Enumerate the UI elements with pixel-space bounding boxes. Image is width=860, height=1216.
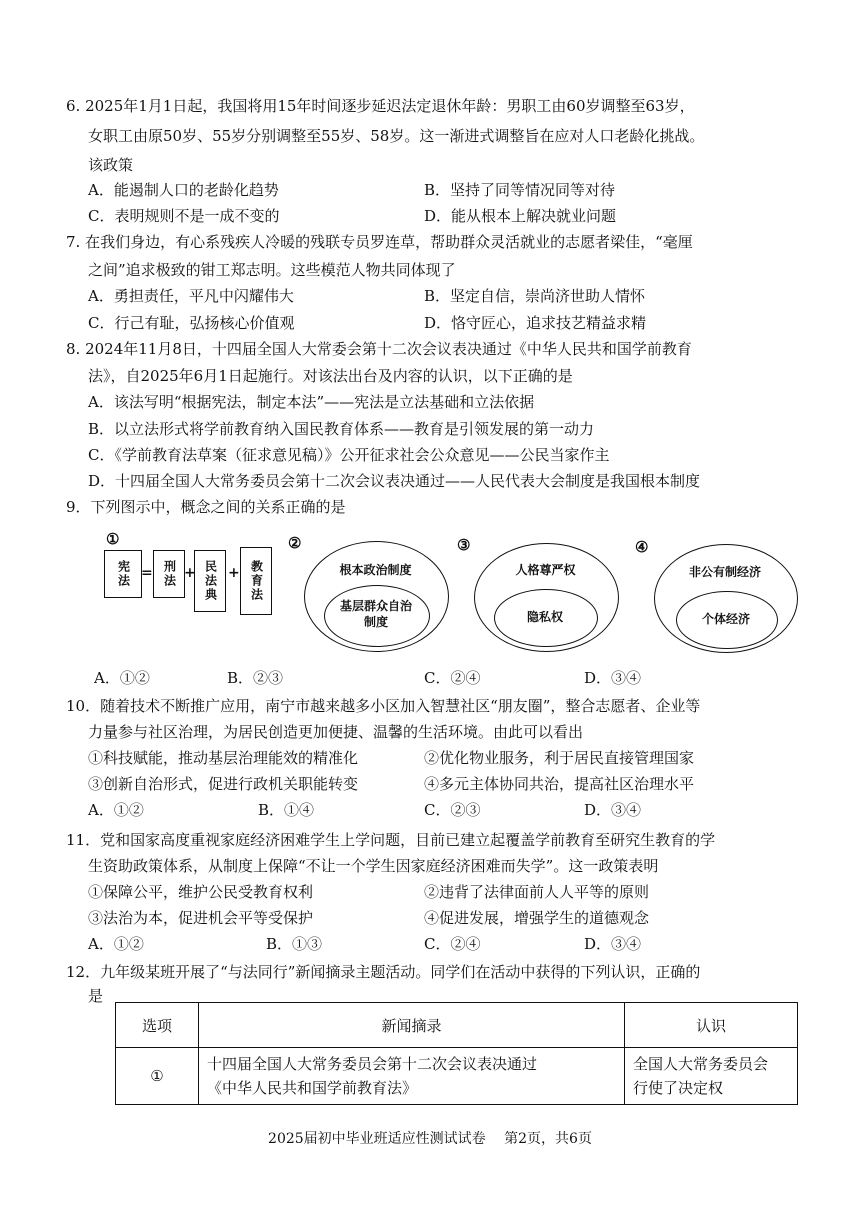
q9-stem: 9．下列图示中，概念之间的关系正确的是 <box>66 498 346 516</box>
header-option: 选项 <box>116 1003 199 1048</box>
q6-stem-line1: 6. 2025年1月1日起，我国将用15年时间逐步延迟法定退休年龄：男职工由60岁调整至63岁， <box>66 97 695 115</box>
diagram3-number: ③ <box>457 536 471 554</box>
row1-view <box>625 1048 798 1105</box>
diagram4-outer-label: 非公有制经济 <box>688 565 761 579</box>
q6-stem-line3: 该政策 <box>88 156 134 174</box>
diagram2-outer-label: 根本政治制度 <box>339 563 412 577</box>
news-table <box>115 1002 798 1105</box>
diagram1-number: ① <box>106 530 120 548</box>
diagram2-number: ② <box>288 534 302 552</box>
diagram2-inner-label: 基层群众自治制度 <box>340 599 413 629</box>
q9-option-b[interactable]: B．②③ <box>227 669 284 687</box>
q10-stem-line2: 力量参与社区治理，为居民创造更加便捷、温馨的生活环境。由此可以看出 <box>88 723 584 741</box>
q7-option-c[interactable]: C．行己有耻，弘扬核心价值观 <box>88 314 295 332</box>
q7-stem-line2: 之间”追求极致的钳工郑志明。这些模范人物共同体现了 <box>88 261 456 279</box>
q7-option-d[interactable]: D．恪守匠心，追求技艺精益求精 <box>424 314 647 332</box>
q12-stem-line2: 是 <box>88 987 104 1005</box>
q6-option-b[interactable]: B．坚持了同等情况同等对待 <box>424 181 616 199</box>
q8-stem-line1: 8. 2024年11月8日，十四届全国人大常委会第十二次会议表决通过《中华人民共和国学前教育 <box>66 340 692 358</box>
q8-option-c[interactable]: C．《学前教育法草案（征求意见稿）》公开征求社会公众意见——公民当家作主 <box>88 446 610 464</box>
q12-stem-line1: 12．九年级某班开展了“与法同行”新闻摘录主题活动。同学们在活动中获得的下列认识，正确的 <box>66 963 701 981</box>
q10-option-d[interactable]: D．③④ <box>584 801 642 819</box>
row1-view-line1: 全国人大常务委员会 <box>633 1055 769 1073</box>
row1-view-line2: 行使了决定权 <box>633 1079 724 1097</box>
row1-news <box>199 1048 625 1105</box>
q10-statement-2: ②优化物业服务，利于居民直接管理国家 <box>424 749 695 767</box>
q6-stem-line2: 女职工由原50岁、55岁分别调整至55岁、58岁。这一渐进式调整旨在应对人口老龄化挑战。 <box>88 127 705 145</box>
box-xingfa: 刑法 <box>153 550 185 598</box>
box-jiaoyufa: 教育法 <box>240 547 272 615</box>
row1-news-line2: 《中华人民共和国学前教育法》 <box>207 1079 418 1097</box>
q10-statement-3: ③创新自治形式，促进行政机关职能转变 <box>88 775 359 793</box>
q9-option-c[interactable]: C．②④ <box>424 669 481 687</box>
table-row <box>116 1048 798 1105</box>
q6-option-c[interactable]: C．表明规则不是一成不变的 <box>88 207 280 225</box>
q9-option-d[interactable]: D．③④ <box>584 669 642 687</box>
q6-option-a[interactable]: A．能遏制人口的老龄化趋势 <box>88 181 279 199</box>
q11-option-a[interactable]: A．①② <box>88 935 144 953</box>
q10-statement-4: ④多元主体协同共治，提高社区治理水平 <box>424 775 695 793</box>
op-equals: = <box>141 565 153 581</box>
q8-option-a[interactable]: A．该法写明“根据宪法，制定本法”——宪法是立法基础和立法依据 <box>88 393 535 411</box>
q8-option-b[interactable]: B．以立法形式将学前教育纳入国民教育体系——教育是引领发展的第一动力 <box>88 420 595 438</box>
header-news: 新闻摘录 <box>199 1003 625 1048</box>
diagram4-number: ④ <box>635 538 649 556</box>
page-footer: 2025届初中毕业班适应性测试试卷 第2页，共6页 <box>268 1131 592 1147</box>
op-plus-2: + <box>228 565 240 581</box>
row1-news-line1: 十四届全国人大常务委员会第十二次会议表决通过 <box>207 1055 538 1073</box>
diagram3-outer-label: 人格尊严权 <box>515 563 576 577</box>
op-plus-1: + <box>184 565 196 581</box>
diagram4-inner-label: 个体经济 <box>701 612 750 626</box>
q8-option-d[interactable]: D．十四届全国人大常务委员会第十二次会议表决通过——人民代表大会制度是我国根本制度 <box>88 472 701 490</box>
q9-option-a[interactable]: A．①② <box>94 669 150 687</box>
q8-stem-line2: 法》，自2025年6月1日起施行。对该法出台及内容的认识，以下正确的是 <box>88 367 573 385</box>
row1-option: ① <box>116 1048 199 1105</box>
box-minfadian: 民法典 <box>194 550 226 612</box>
q10-option-c[interactable]: C．②③ <box>424 801 481 819</box>
q11-statement-1: ①保障公平，维护公民受教育权利 <box>88 883 314 901</box>
q10-option-b[interactable]: B．①④ <box>258 801 315 819</box>
q11-statement-3: ③法治为本，促进机会平等受保护 <box>88 909 314 927</box>
box-xianfa: 宪法 <box>104 550 142 598</box>
q11-option-c[interactable]: C．②④ <box>424 935 481 953</box>
q11-stem-line1: 11．党和国家高度重视家庭经济困难学生上学问题，目前已建立起覆盖学前教育至研究生教育的学 <box>66 831 716 849</box>
q10-stem-line1: 10．随着技术不断推广应用，南宁市越来越多小区加入智慧社区“朋友圈”，整合志愿者、企业等 <box>66 697 701 715</box>
q11-option-b[interactable]: B．①③ <box>266 935 323 953</box>
q11-option-d[interactable]: D．③④ <box>584 935 642 953</box>
header-view: 认识 <box>625 1003 798 1048</box>
table-header-row <box>116 1003 798 1048</box>
q10-statement-1: ①科技赋能，推动基层治理能效的精准化 <box>88 749 359 767</box>
q11-stem-line2: 生资助政策体系，从制度上保障“不让一个学生因家庭经济困难而失学”。这一政策表明 <box>88 857 659 875</box>
q7-option-b[interactable]: B．坚定自信，崇尚济世助人情怀 <box>424 287 646 305</box>
q7-stem-line1: 7. 在我们身边，有心系残疾人冷暖的残联专员罗连草，帮助群众灵活就业的志愿者梁佳，“毫厘 <box>66 233 693 251</box>
q6-option-d[interactable]: D．能从根本上解决就业问题 <box>424 207 617 225</box>
diagram3-inner-label: 隐私权 <box>526 610 563 624</box>
q11-statement-4: ④促进发展，增强学生的道德观念 <box>424 909 650 927</box>
q10-option-a[interactable]: A．①② <box>88 801 144 819</box>
q7-option-a[interactable]: A．勇担责任，平凡中闪耀伟大 <box>88 287 294 305</box>
q11-statement-2: ②违背了法律面前人人平等的原则 <box>424 883 650 901</box>
